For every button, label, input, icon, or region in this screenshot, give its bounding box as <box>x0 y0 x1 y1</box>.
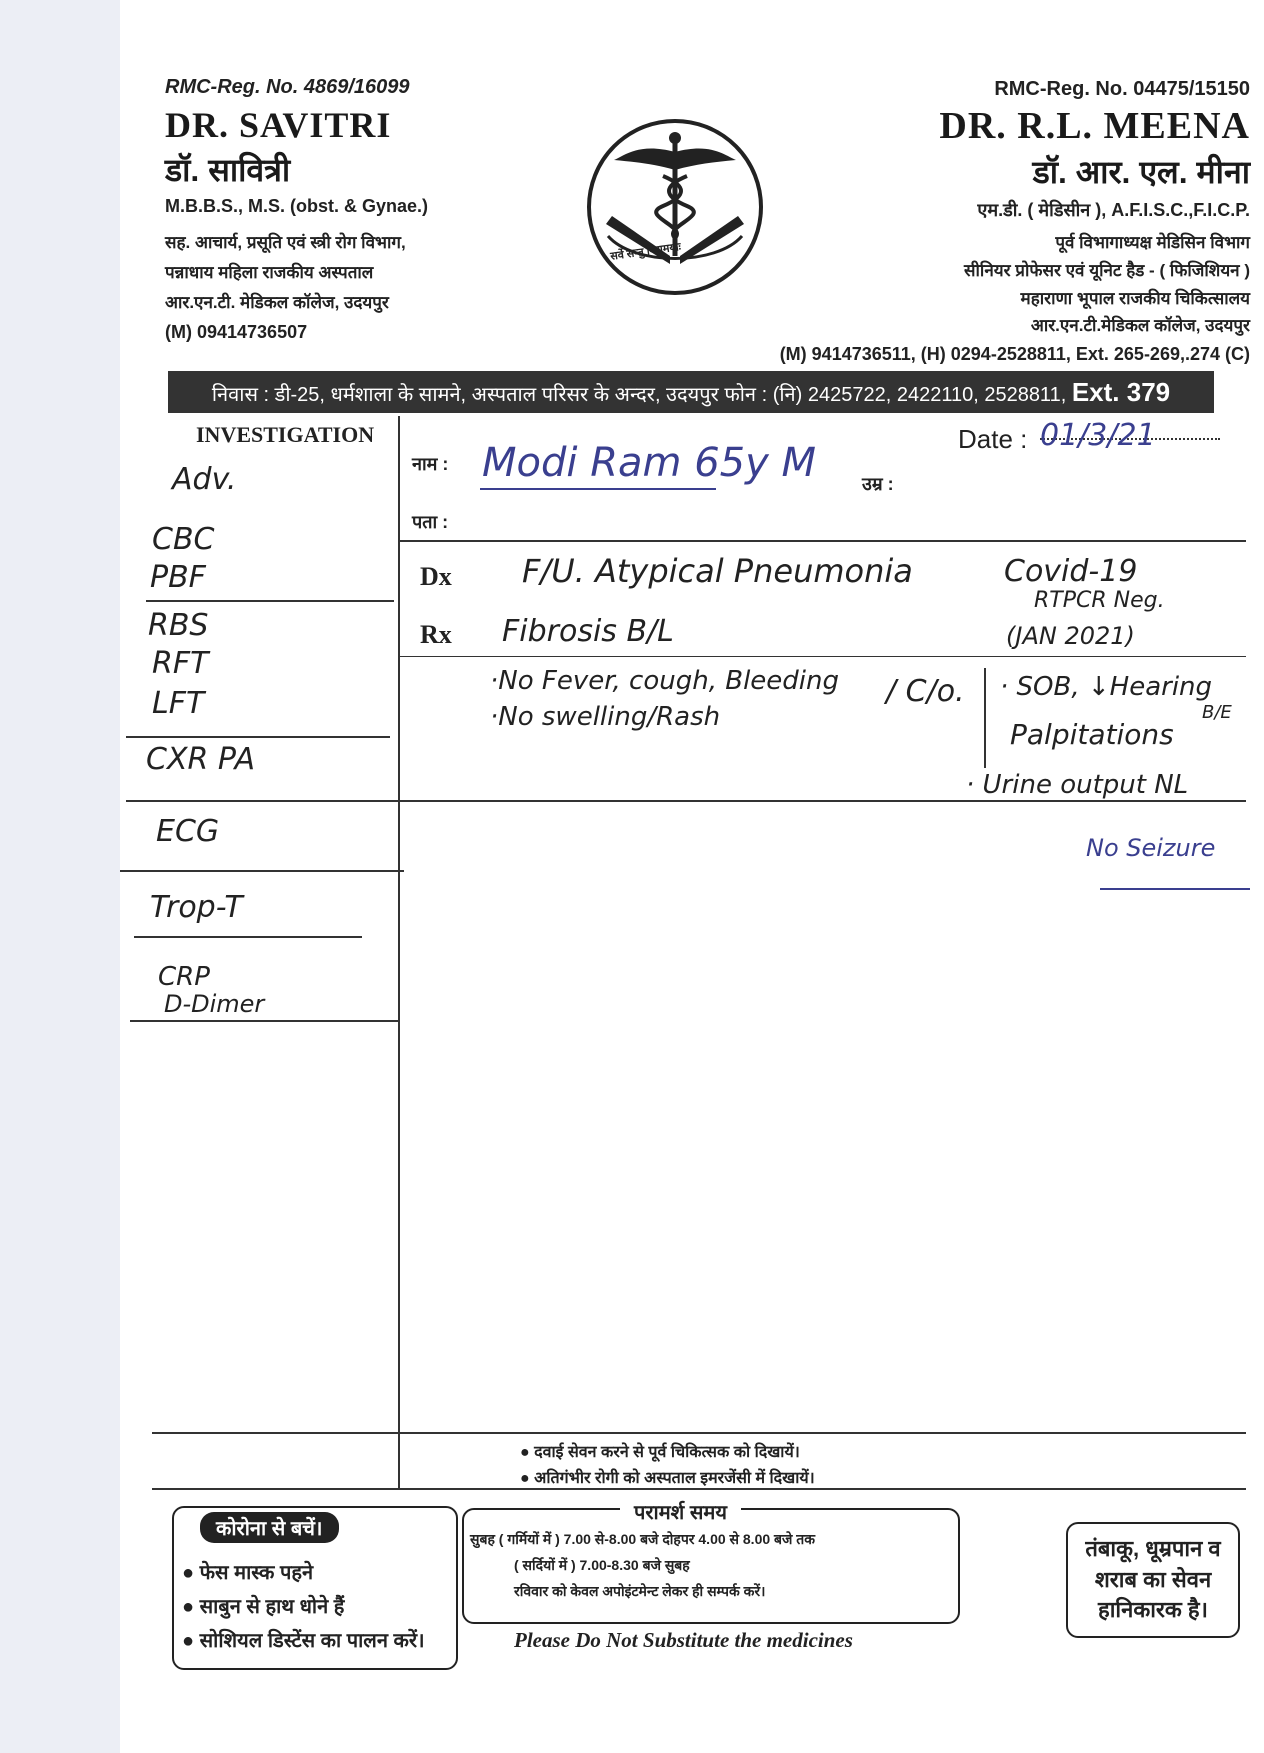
banner-ext: Ext. 379 <box>1071 377 1171 407</box>
investigation-separator <box>146 600 394 602</box>
investigation-item: D-Dimer <box>164 990 265 1018</box>
corona-item: ● फेस मास्क पहने <box>182 1562 314 1584</box>
left-doctor-name: DR. SAVITRI <box>165 105 392 145</box>
left-designation: सह. आचार्य, प्रसूति एवं स्त्री रोग विभाग, <box>165 233 406 252</box>
investigation-item: ECG <box>156 814 220 849</box>
investigation-column-divider <box>398 416 400 1488</box>
investigation-item: CBC <box>152 522 215 557</box>
investigation-item: CRP <box>158 962 210 992</box>
address-label: पता : <box>412 512 449 532</box>
jan-note: (JAN 2021) <box>1006 622 1135 650</box>
timing-line-2: ( सर्दियों में ) 7.00-8.30 बजे सुबह <box>514 1557 690 1573</box>
dx-label: Dx <box>420 562 452 591</box>
corona-title: कोरोना से बचें। <box>200 1512 339 1543</box>
right-doctor-name-hindi: डॉ. आर. एल. मीना <box>1032 154 1250 190</box>
corona-item: ● सोशियल डिस्टेंस का पालन करें। <box>182 1630 425 1652</box>
fibrosis-text: Fibrosis B/L <box>502 614 674 649</box>
name-label: नाम : <box>412 454 449 474</box>
left-degrees: M.B.B.S., M.S. (obst. & Gynae.) <box>165 196 429 216</box>
footer-top-line <box>152 1432 1246 1434</box>
investigation-item: LFT <box>152 686 205 721</box>
right-phones: (M) 9414736511, (H) 0294-2528811, Ext. 265-269,.274 (C) <box>779 344 1250 364</box>
investigation-item: Trop-T <box>150 890 243 925</box>
corona-item: ● साबुन से हाथ धोने हैं <box>182 1596 345 1618</box>
age-label: उम्र : <box>862 474 894 494</box>
date-label: Date : <box>958 424 1028 454</box>
seizure-underline <box>1100 888 1250 890</box>
investigation-item: Adv. <box>172 462 237 497</box>
investigation-item: PBF <box>150 560 206 595</box>
sob-note: · SOB, ↓Hearing <box>1000 672 1213 702</box>
investigation-separator <box>126 736 390 738</box>
substitute-warning: Please Do Not Substitute the medicines <box>514 1628 853 1652</box>
be-note: B/E <box>1202 702 1232 723</box>
left-doctor-name-hindi: डॉ. सावित्री <box>165 152 291 188</box>
left-mobile: (M) 09414736507 <box>165 322 308 342</box>
patient-underline <box>480 488 716 490</box>
seizure-note: No Seizure <box>1086 834 1216 862</box>
header-divider-line <box>398 540 1246 542</box>
left-hospital: पन्नाधाय महिला राजकीय अस्पताल <box>165 263 374 282</box>
right-reg-number: RMC-Reg. No. 04475/15150 <box>994 78 1250 100</box>
covid-note: Covid-19 <box>1004 554 1138 589</box>
palpitations-note: Palpitations <box>1010 718 1174 751</box>
rx-label: Rx <box>420 620 452 649</box>
right-designation: सीनियर प्रोफेसर एवं यूनिट हैड - ( फिजिशियन ) <box>964 261 1250 280</box>
right-doctor-name: DR. R.L. MEENA <box>939 105 1250 147</box>
instruction-2: ● अतिगंभीर रोगी को अस्पताल इमरजेंसी में दिखायें। <box>520 1470 815 1487</box>
rx-divider-line <box>400 656 1246 657</box>
left-reg-number: RMC-Reg. No. 4869/16099 <box>165 76 410 98</box>
right-former-hod: पूर्व विभागाध्यक्ष मेडिसिन विभाग <box>1055 233 1250 252</box>
investigation-label: INVESTIGATION <box>196 422 375 447</box>
investigation-separator <box>134 936 362 938</box>
history-note-2: ·No swelling/Rash <box>490 702 721 732</box>
instruction-1: ● दवाई सेवन करने से पूर्व चिकित्सक को दिखायें। <box>520 1444 800 1461</box>
investigation-separator <box>130 1020 400 1022</box>
tobacco-warning: तंबाकू, धूम्रपान व शराब का सेवन हानिकारक है। <box>1066 1522 1240 1638</box>
right-degrees: एम.डी. ( मेडिसीन ), A.F.I.S.C.,F.I.C.P. <box>977 200 1250 220</box>
right-hospital: महाराणा भूपाल राजकीय चिकित्सालय <box>1020 289 1250 308</box>
investigation-item: CXR PA <box>146 742 255 777</box>
address-banner <box>168 371 1214 413</box>
investigation-item: RBS <box>148 608 209 643</box>
diagnosis-text: F/U. Atypical Pneumonia <box>522 552 913 590</box>
left-college: आर.एन.टी. मेडिकल कॉलेज, उदयपुर <box>165 293 389 312</box>
patient-details: Modi Ram 65y M <box>482 440 816 486</box>
rtpcr-note: RTPCR Neg. <box>1034 588 1165 613</box>
history-note-1: ·No Fever, cough, Bleeding <box>490 666 840 696</box>
right-college: आर.एन.टी.मेडिकल कॉलेज, उदयपुर <box>1030 316 1250 335</box>
timing-line-3: रविवार को केवल अपोइंटमेन्ट लेकर ही सम्पर्क करें। <box>514 1583 766 1599</box>
footer-mid-line <box>152 1488 1246 1490</box>
investigation-separator <box>126 800 1246 802</box>
timing-line-1: सुबह ( गर्मियों में ) 7.00 से-8.00 बजे दोहपर 4.00 से 8.00 बजे तक <box>470 1531 816 1547</box>
date-value: 01/3/21 <box>1040 418 1156 453</box>
complaint-label: / C/o. <box>886 674 965 709</box>
banner-text: निवास : डी-25, धर्मशाला के सामने, अस्पताल परिसर के अन्दर, उदयपुर फोन : (नि) 2425722, 2422110, 2528811, <box>211 384 1067 406</box>
caduceus-emblem-icon <box>584 116 766 298</box>
complaint-bracket <box>984 668 986 768</box>
timing-title: परामर्श समय <box>620 1498 741 1525</box>
urine-note: · Urine output NL <box>966 770 1189 800</box>
logo-motto: सर्वे सन्तु निरामयाः <box>609 241 682 263</box>
investigation-separator <box>120 870 404 872</box>
investigation-item: RFT <box>152 646 209 681</box>
